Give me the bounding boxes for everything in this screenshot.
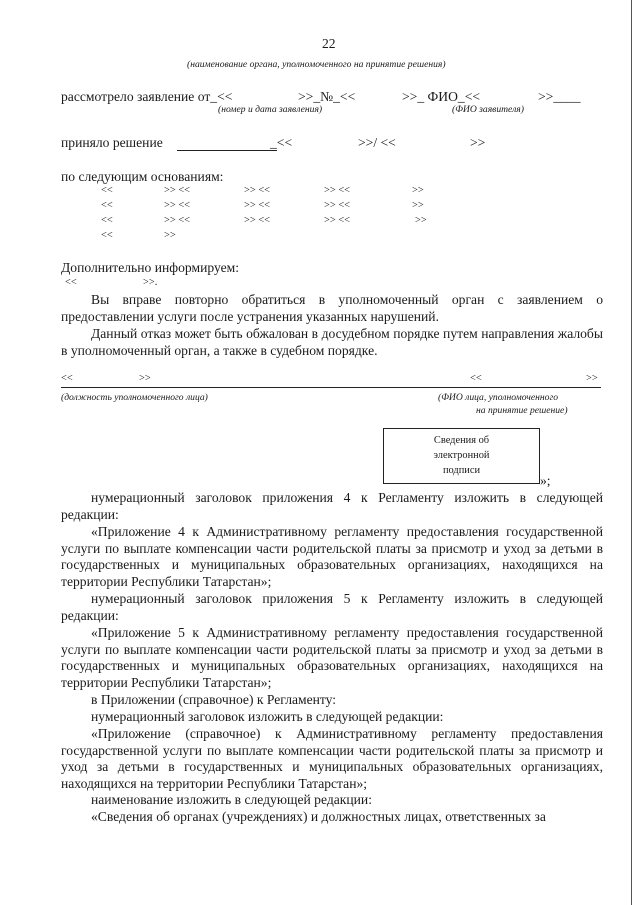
grounds-cell: >> << (164, 200, 191, 211)
body-paragraph: «Приложение 4 к Административному регламенту предоставления государственной услуги по выплате компенсации части родительской платы за присмотр и уход за детьми в государственных и муниципальных образовательных организациях, находящихся на территории Республики Татарстан»; (61, 524, 603, 589)
decision-b: >>/ << (358, 135, 396, 150)
application-number-text: >>_№_<< (298, 89, 356, 104)
grounds-cell: >> << (324, 200, 351, 211)
body-paragraph: нумерационный заголовок приложения 5 к Регламенту изложить в следующей редакции: (61, 591, 603, 623)
grounds-cell: << (101, 230, 113, 241)
grounds-label: по следующим основаниям: (61, 169, 224, 184)
body-paragraph: в Приложении (справочное) к Регламенту: (91, 692, 337, 707)
signature-line (61, 387, 601, 388)
grounds-cell: >> (412, 185, 424, 196)
page-edge (631, 0, 632, 905)
info-b: >>. (143, 277, 158, 288)
page-number: 22 (322, 36, 336, 51)
body-paragraph: нумерационный заголовок приложения 4 к Регламенту изложить в следующей редакции: (61, 490, 603, 522)
grounds-cell: << (101, 215, 113, 226)
decision-label: приняло решение (61, 135, 163, 150)
applicant-name-end: >>____ (538, 89, 581, 104)
stamp-line-3: подписи (442, 465, 481, 476)
decision-a: _<< (270, 135, 293, 150)
grounds-cell: << (101, 185, 113, 196)
applicant-caption: (ФИО заявителя) (452, 104, 524, 115)
body-paragraph: «Приложение 5 к Административному регламенту предоставления государственной услуги по выплате компенсации части родительской платы за присмотр и уход за детьми в государственных и муниципальных образовательных организациях, находящихся на территории Республики Татарстан»; (61, 625, 603, 690)
electronic-signature-box (383, 428, 540, 484)
header-caption: (наименование органа, уполномоченного на принятие решения) (187, 59, 446, 70)
sig-caption-right-1: (ФИО лица, уполномоченного (438, 392, 559, 403)
grounds-cell: >> << (324, 185, 351, 196)
body-paragraph: «Сведения об органах (учреждениях) и должностных лицах, ответственных за (91, 809, 546, 824)
grounds-cell: >> << (164, 215, 191, 226)
sig-caption-left: (должность уполномоченного лица) (61, 392, 208, 403)
sig-b: >> (139, 373, 151, 384)
stamp-line-1: Сведения об (433, 435, 490, 446)
grounds-cell: >> << (244, 215, 271, 226)
sig-caption-right-2: на принятие решение) (476, 405, 568, 416)
application-reviewed-text: рассмотрело заявление от_<< (61, 89, 233, 104)
sig-c: << (470, 373, 482, 384)
body-paragraph: нумерационный заголовок изложить в следующей редакции: (91, 709, 444, 724)
stamp-tail: »; (540, 473, 551, 488)
sig-d: >> (586, 373, 598, 384)
stamp-line-2: электронной (433, 450, 490, 461)
decision-underline (177, 150, 277, 151)
grounds-cell: >> << (244, 185, 271, 196)
paragraph-reapply: Вы вправе повторно обратиться в уполномоченный орган с заявлением о предоставлении услуги после устранения указанных нарушений. (61, 292, 603, 324)
info-label: Дополнительно информируем: (61, 260, 239, 275)
applicant-name-text: >>_ ФИО_<< (402, 89, 481, 104)
grounds-cell: >> (412, 200, 424, 211)
body-paragraph: наименование изложить в следующей редакции: (91, 792, 372, 807)
grounds-cell: >> << (324, 215, 351, 226)
grounds-cell: >> << (244, 200, 271, 211)
body-paragraph: «Приложение (справочное) к Административному регламенту предоставления государственной услуги по выплате компенсации части родительской платы за присмотр и уход за детьми в государственных и муниципальных образовательных организациях, находящихся на территории Республики Татарстан»; (61, 726, 603, 791)
sig-a: << (61, 373, 73, 384)
grounds-cell: >> (415, 215, 427, 226)
grounds-cell: >> << (164, 185, 191, 196)
grounds-cell: << (101, 200, 113, 211)
info-a: << (65, 277, 77, 288)
grounds-cell: >> (164, 230, 176, 241)
decision-c: >> (470, 135, 486, 150)
paragraph-appeal: Данный отказ может быть обжалован в досудебном порядке путем направления жалобы в уполномоченный орган, а также в судебном порядке. (61, 326, 603, 358)
application-caption: (номер и дата заявления) (218, 104, 323, 115)
